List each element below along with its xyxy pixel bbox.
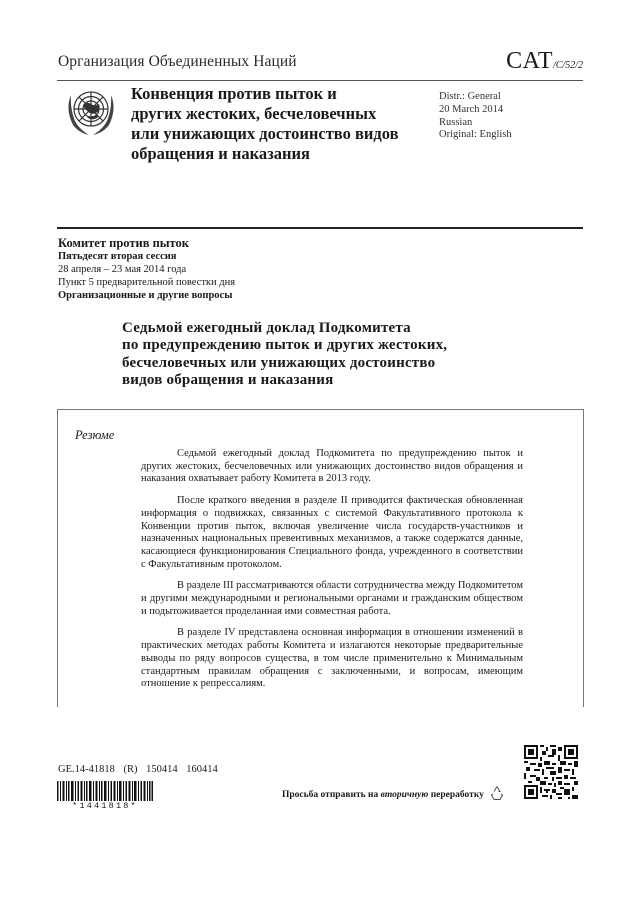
convention-title-line: или унижающих достоинство видов [131, 124, 399, 143]
summary-paragraph: После краткого введения в разделе II приводится фактическая обновленная информация о подвижках, связанных с системой Факультативного протокола к Конвенции против пыток, включая увеличение числа государств-участников и назначенных национальных превентивных механизмов, а также содержатся данные, касающиеся функционирования Специального фонда, учрежденного в соответствии с Факультативным протоколом. [141, 495, 523, 570]
summary-body [141, 448, 523, 700]
organization-name: Организация Объединенных Наций [58, 53, 297, 70]
summary-paragraph: В разделе III рассматриваются области сотрудничества между Подкомитетом и другими международными и региональными органами и гражданским обществом и подытоживается проделанная ими совместная работа. [141, 580, 523, 617]
report-title [122, 320, 482, 390]
agenda-item: Пункт 5 предварительной повестки дня [58, 277, 236, 288]
report-title-line: по предупреждению пыток и других жестоких, [122, 337, 448, 354]
summary-heading: Резюме [75, 428, 115, 442]
recycle-icon [489, 785, 505, 801]
job-number: GE.14-41818 (R) 150414 160414 [58, 764, 218, 775]
original-language-field: Original: English [439, 129, 512, 141]
qr-code-icon [524, 745, 578, 799]
title-rule [57, 227, 583, 229]
un-emblem-icon [61, 83, 121, 141]
convention-title-line: обращения и наказания [131, 144, 310, 163]
report-title-line: бесчеловечных или унижающих достоинство [122, 354, 436, 371]
distribution-info [439, 91, 512, 142]
distr-field: Distr.: General [439, 91, 501, 102]
recycle-suffix: переработку [428, 790, 484, 800]
symbol-main: CAT [506, 48, 553, 74]
report-title-line: видов обращения и наказания [122, 372, 334, 389]
recycle-note [282, 790, 484, 800]
recycle-italic: вторичную [380, 790, 429, 800]
summary-paragraph: В разделе IV представлена основная информация в отношении изменений в практических методах работы Комитета и излагаются некоторые предварительные выводы по ряду вопросов существа, в том числе применительно к Минимальным стандартным правилам обращения с заключенными, и вопросам, имеющим отношение к репрессалиям. [141, 627, 523, 690]
convention-title-line: других жестоких, бесчеловечных [131, 104, 377, 123]
convention-title [131, 84, 431, 164]
barcode-text: *1441818* [72, 801, 138, 811]
barcode-icon [57, 781, 153, 801]
committee-name: Комитет против пыток [58, 236, 189, 250]
summary-paragraph: Седьмой ежегодный доклад Подкомитета по предупреждению пыток и других жестоких, бесчеловечных или унижающих достоинство видов обращения и наказания охватывает работу Комитета в 2013 году. [141, 448, 523, 485]
recycle-prefix: Просьба отправить на [282, 790, 381, 800]
agenda-title: Организационные и другие вопросы [58, 290, 233, 301]
convention-title-line: Конвенция против пыток и [131, 84, 337, 103]
session-dates: 28 апреля – 23 мая 2014 года [58, 264, 187, 275]
symbol-suffix: /C/52/2 [552, 60, 583, 71]
language-field: Russian [439, 116, 473, 128]
session-name: Пятьдесят вторая сессия [58, 251, 177, 262]
header-rule [57, 80, 583, 81]
document-symbol [506, 48, 583, 75]
report-title-line: Седьмой ежегодный доклад Подкомитета [122, 320, 411, 336]
date-field: 20 March 2014 [439, 103, 504, 115]
summary-box [57, 409, 584, 707]
